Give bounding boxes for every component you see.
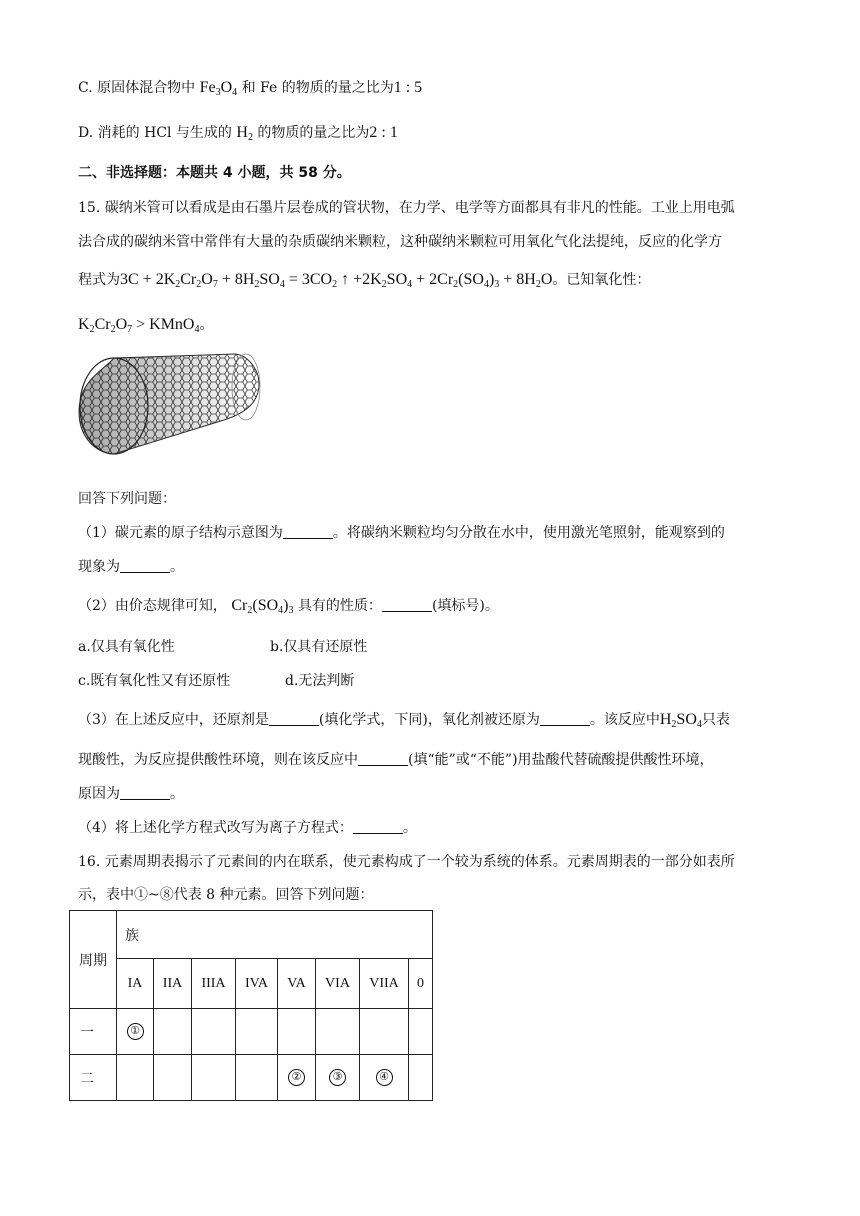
answer-blank[interactable]: [120, 785, 170, 800]
group-label: IIA: [154, 959, 192, 1009]
q15-part4: （4）将上述化学方程式改写为离子方程式： 。: [78, 820, 417, 836]
answer-blank[interactable]: [358, 751, 408, 766]
q15-part3-cont2: 原因为 。: [78, 786, 184, 802]
answer-blank[interactable]: [283, 524, 333, 539]
h2so4-formula: $H_2SO_4$: [659, 711, 702, 730]
answer-prompt: 回答下列问题：: [78, 491, 176, 507]
period-row-1: [70, 1009, 433, 1055]
period-header: 周期: [70, 911, 117, 1009]
option-d-text-2: 的物质的量之比为: [257, 125, 370, 141]
option-d-ratio: 2 : 1: [369, 124, 398, 141]
option-c-text-2: 和 Fe 的物质的量之比为: [241, 80, 394, 96]
option-c-ratio: 1 : 5: [393, 79, 423, 96]
option-d: [78, 123, 398, 143]
group-label: IVA: [236, 959, 278, 1009]
q15-part3: （3）在上述反应中，还原剂是 (填化学式，下同)，氧化剂被还原为 。该反应中$H_2SO_4$只表: [78, 711, 730, 730]
element-cell: ①: [117, 1009, 154, 1055]
q15-part1: （1）碳元素的原子结构示意图为 。将碳纳米颗粒均匀分散在水中，使用激光笔照射，能观察到的: [78, 525, 725, 541]
group-label: 0: [409, 959, 433, 1009]
option-d-text: D. 消耗的 HCl 与生成的: [78, 125, 232, 141]
q15-opt-a: a.仅具有氧化性: [78, 639, 175, 655]
element-cell: ③: [316, 1055, 360, 1101]
element-cell: ④: [360, 1055, 409, 1101]
option-d-formula: $H_2$: [236, 124, 253, 143]
option-c-formula: $Fe_3O_4$: [199, 79, 238, 98]
reaction-equation: $3C + 2K_2Cr_2O_7 + 8H_2SO_4 = 3CO_2$ ↑ $+2K_2SO_4 + 2Cr_2(SO_4)_3 + 8H_2O$: [120, 271, 553, 290]
q15-line3: [78, 270, 650, 290]
element-cell: ②: [278, 1055, 316, 1101]
option-c-text: C. 原固体混合物中: [78, 80, 196, 96]
q15-part1-cont: 现象为 。: [78, 559, 184, 575]
q15-line1: 15. 碳纳米管可以看成是由石墨片层卷成的管状物，在力学、电学等方面都具有非凡的性能。工业上用电弧: [78, 200, 735, 216]
group-label: VIA: [316, 959, 360, 1009]
q15-line3-text: 程式为: [78, 272, 120, 288]
group-label: VIIA: [360, 959, 409, 1009]
answer-blank[interactable]: [353, 819, 403, 834]
cr2so43-formula: $Cr_2(SO_4)_3$: [231, 597, 294, 616]
group-row: [70, 959, 433, 1009]
option-c: [78, 78, 422, 98]
period-row-2: [70, 1055, 433, 1101]
answer-blank[interactable]: [540, 711, 590, 726]
period-label: 一: [70, 1009, 117, 1055]
q15-part3-cont: 现酸性，为反应提供酸性环境，则在该反应中 (填“能”或“不能”)用盐酸代替硫酸提供酸性环境，: [78, 752, 714, 768]
group-label: IIIA: [192, 959, 236, 1009]
answer-blank[interactable]: [382, 597, 432, 612]
carbon-nanotube-image: [74, 350, 264, 460]
q15-part2: （2）由价态规律可知， $Cr_2(SO_4)_3$ 具有的性质： (填标号)。: [78, 597, 499, 616]
q16-line1: 16. 元素周期表揭示了元素间的内在联系，使元素构成了一个较为系统的体系。元素周期表的一部分如表所: [78, 854, 735, 870]
group-header: 族: [117, 911, 433, 959]
section-heading: 二、非选择题：本题共 4 小题，共 58 分。: [78, 165, 351, 181]
answer-blank[interactable]: [269, 711, 319, 726]
q15-opt-c: c.既有氧化性又有还原性: [78, 673, 231, 689]
period-label: 二: [70, 1055, 117, 1101]
group-label: VA: [278, 959, 316, 1009]
q15-line3-text-2: 。已知氧化性：: [552, 272, 651, 288]
q15-line2: 法合成的碳纳米管中常伴有大量的杂质碳纳米颗粒，这种碳纳米颗粒可用氧化气化法提纯，反应的化学方: [78, 234, 722, 250]
periodic-table: [69, 910, 433, 1101]
answer-blank[interactable]: [120, 558, 170, 573]
q16-line2: 示，表中①~⑧代表 8 种元素。回答下列问题：: [78, 887, 374, 903]
q15-opt-b: b.仅具有还原性: [270, 639, 368, 655]
oxidizing-comparison: $K_2Cr_2O_7$ > KMnO$_4$: [78, 316, 200, 335]
group-label: IA: [117, 959, 154, 1009]
q15-opt-d: d.无法判断: [285, 673, 355, 689]
q15-line4: $K_2Cr_2O_7$ > KMnO$_4$。: [78, 316, 214, 335]
